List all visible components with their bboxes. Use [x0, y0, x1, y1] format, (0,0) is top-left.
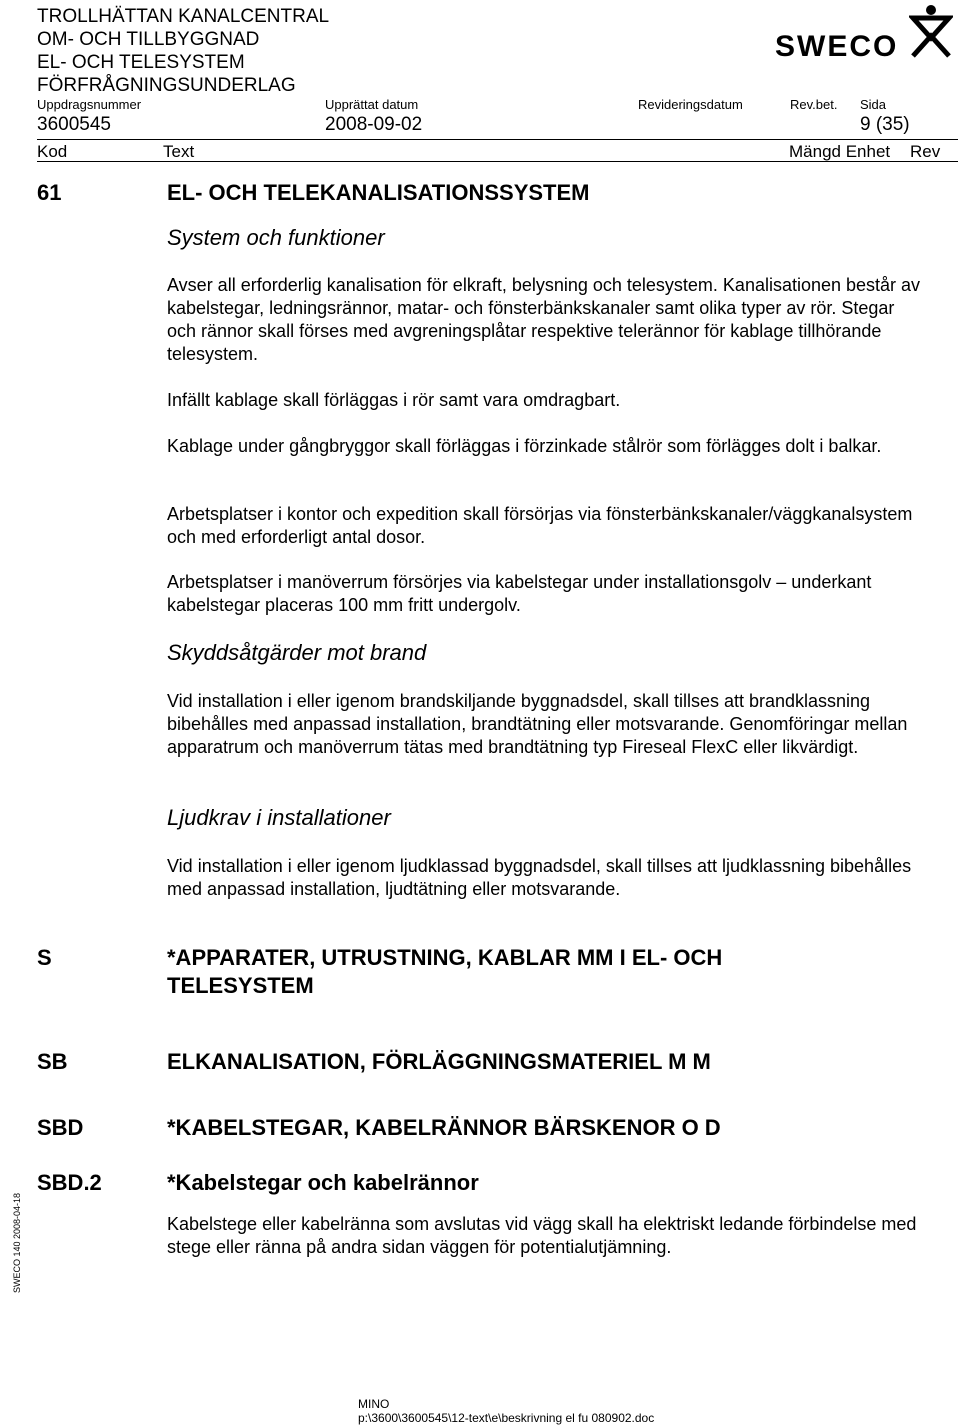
footer-file-path: p:\3600\3600545\12-text\e\beskrivning el fu 080902.doc [358, 1411, 655, 1425]
sweco-logo [775, 4, 955, 63]
section-code: 61 [37, 180, 62, 205]
logo-wordmark: SWECO [775, 30, 899, 63]
column-kod: Kod [37, 142, 68, 161]
section-title: *KABELSTEGAR, KABELRÄNNOR BÄRSKENOR O D [167, 1115, 721, 1140]
footer-author: MINO [358, 1397, 390, 1411]
section-title: *APPARATER, UTRUSTNING, KABLAR MM I EL- OCH TELESYSTEM [167, 945, 723, 998]
paragraph: Avser all erforderlig kanalisation för elkraft, belysning och telesystem. Kanalisationen består av kabelstegar, ledningsrännor, matar- och fönsterbänkskanaler samt olika typer av rör. Stegar och rännor skall förses med avgreningsplåtar respektive telerännor för kablage tillhörande telesystem. [167, 275, 921, 364]
paragraph: Vid installation i eller igenom ljudklassad byggnadsdel, skall tillses att ljudklassning bibehålles med anpassad installation, ljudtätning eller motsvarande. [167, 856, 912, 899]
column-header-divider [37, 161, 958, 162]
uppdragsnummer-value: 3600545 [37, 114, 111, 135]
revideringsdatum-label: Revideringsdatum [638, 97, 743, 112]
section-title: ELKANALISATION, FÖRLÄGGNINGSMATERIEL M M [167, 1049, 711, 1074]
project-title-line-2: OM- OCH TILLBYGGNAD [37, 29, 260, 50]
header-divider [37, 139, 958, 140]
column-mangd-enhet: Mängd Enhet [789, 142, 891, 161]
subheading-system: System och funktioner [167, 225, 385, 250]
paragraph: Infällt kablage skall förläggas i rör samt vara omdragbart. [167, 390, 621, 410]
subheading-ljud: Ljudkrav i installationer [167, 805, 391, 830]
section-code: SBD [37, 1115, 84, 1140]
form-code-vertical: SWECO 140 2008-04-18 [12, 1192, 23, 1294]
paragraph: Kabelstege eller kabelränna som avslutas vid vägg skall ha elektriskt ledande förbindelse med stege eller ränna på andra sidan väggen för potentialutjämning. [167, 1214, 917, 1257]
section-code: S [37, 945, 52, 970]
paragraph: Vid installation i eller igenom brandskiljande byggnadsdel, skall tillses att brandklassning bibehålles med anpassad installation, brandtätning eller motsvarande. Genomföringar mellan apparatrum och manöverrum tätas med brandtätning typ Fireseal FlexC eller likvärdigt. [167, 691, 908, 757]
sweco-figure-icon [909, 4, 953, 58]
section-code: SBD.2 [37, 1170, 102, 1195]
paragraph: Arbetsplatser i kontor och expedition skall försörjas via fönsterbänkskanaler/väggkanalsystem och med erforderligt antal dosor. [167, 504, 913, 547]
section-code: SB [37, 1049, 68, 1074]
sida-label: Sida [860, 97, 887, 112]
project-title-line-3: EL- OCH TELESYSTEM [37, 52, 245, 73]
project-title-line-1: TROLLHÄTTAN KANALCENTRAL [37, 6, 330, 27]
paragraph: Kablage under gångbryggor skall förläggas i förzinkade stålrör som förlägges dolt i balkar. [167, 436, 882, 456]
section-title: *Kabelstegar och kabelrännor [167, 1170, 479, 1195]
paragraph: Arbetsplatser i manöverrum försörjes via kabelstegar under installationsgolv – underkant kabelstegar placeras 100 mm fritt undergolv. [167, 572, 872, 615]
uppdragsnummer-label: Uppdragsnummer [37, 97, 142, 112]
column-text: Text [163, 142, 195, 161]
page-number: 9 (35) [860, 114, 910, 135]
section-title: EL- OCH TELEKANALISATIONSSYSTEM [167, 180, 590, 205]
upprattat-datum-value: 2008-09-02 [325, 114, 423, 135]
column-rev: Rev [910, 142, 941, 161]
revbet-label: Rev.bet. [790, 97, 838, 112]
subheading-brand: Skyddsåtgärder mot brand [167, 640, 427, 665]
project-title-line-4: FÖRFRÅGNINGSUNDERLAG [37, 75, 296, 96]
upprattat-datum-label: Upprättat datum [325, 97, 419, 112]
